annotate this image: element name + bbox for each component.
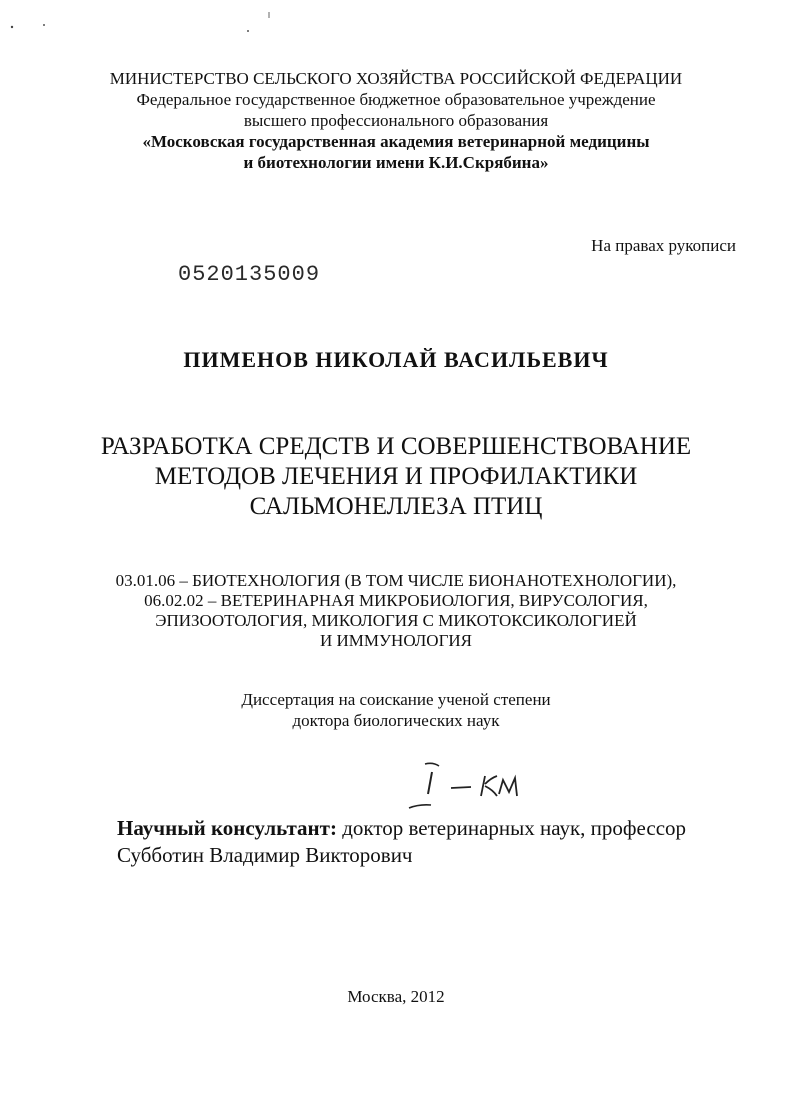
thesis-title-line-1: РАЗРАБОТКА СРЕДСТВ И СОВЕРШЕНСТВОВАНИЕ [100, 433, 692, 460]
academy-name-line-2: и биотехнологии имени К.И.Скрябина» [243, 153, 549, 172]
author-name: ПИМЕНОВ НИКОЛАЙ ВАСИЛЬЕВИЧ [183, 347, 609, 372]
thesis-title-line-3: САЛЬМОНЕЛЛЕЗА ПТИЦ [249, 493, 543, 520]
specialty-line-2: 06.02.02 – ВЕТЕРИНАРНАЯ МИКРОБИОЛОГИЯ, ВИРУСОЛОГИЯ, [144, 591, 648, 610]
ministry-name: МИНИСТЕРСТВО СЕЛЬСКОГО ХОЗЯЙСТВА РОССИЙСКОЙ ФЕДЕРАЦИИ [109, 69, 683, 88]
manuscript-rights-note: На правах рукописи [591, 236, 736, 255]
registration-stamp-number: 0520135009 [178, 262, 321, 287]
specialty-line-4: И ИММУНОЛОГИЯ [319, 631, 473, 650]
academy-name-line-1: «Московская государственная академия ветеринарной медицины [142, 132, 650, 151]
scan-specks [0, 0, 300, 40]
institution-type-line-1: Федеральное государственное бюджетное образовательное учреждение [136, 90, 656, 109]
consultant-label: Научный консультант: [117, 816, 337, 840]
dissertation-degree-line-2: доктора биологических наук [292, 711, 500, 730]
consultant-degree: доктор ветеринарных наук, профессор [336, 816, 687, 840]
institution-type-line-2: высшего профессионального образования [243, 111, 549, 130]
consultant-name: Субботин Владимир Викторович [117, 843, 413, 867]
dissertation-degree-line-1: Диссертация на соискание ученой степени [241, 690, 551, 709]
city-year: Москва, 2012 [347, 987, 445, 1006]
thesis-title-line-2: МЕТОДОВ ЛЕЧЕНИЯ И ПРОФИЛАКТИКИ [154, 463, 638, 490]
specialty-line-1: 03.01.06 – БИОТЕХНОЛОГИЯ (В ТОМ ЧИСЛЕ БИОНАНОТЕХНОЛОГИИ), [115, 571, 677, 590]
scientific-consultant [117, 815, 686, 869]
handwritten-annotation [405, 758, 535, 818]
specialty-line-3: ЭПИЗООТОЛОГИЯ, МИКОЛОГИЯ С МИКОТОКСИКОЛОГИЕЙ [155, 611, 637, 630]
